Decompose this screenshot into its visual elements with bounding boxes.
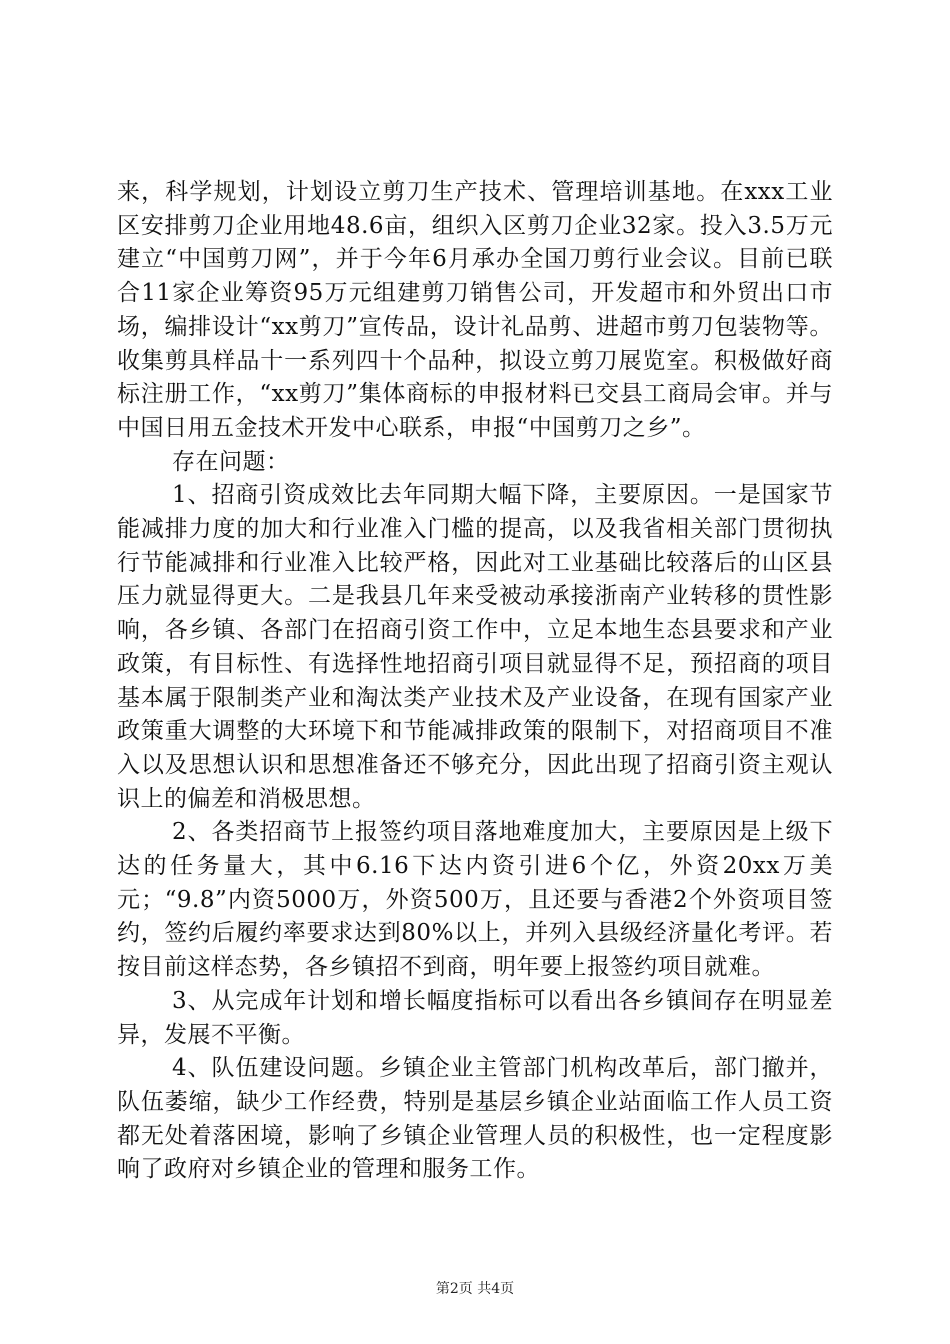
paragraph-problems-heading: 存在问题： (172, 448, 290, 475)
page-number-footer: 第2页 共4页 (435, 1281, 515, 1297)
paragraph-intro: 来，科学规划，计划设立剪刀生产技术、管理培训基地。在xxx工业区安排剪刀企业用地48.6亩，组织入区剪刀企业32家。投入3.5万元建立“中国剪刀网”，并于今年6月承办全国刀剪行业会议。目前已联合11家企业筹资95万元组建剪刀销售公司，开发超市和外贸出口市场，编排设计“xx剪刀”宣传品，设计礼品剪、进超市剪刀包装物等。收集剪具样品十一系列四十个品种，拟设立剪刀展览室。积极做好商标注册工作，“xx剪刀”集体商标的申报材料已交县工商局会审。并与中国日用五金技术开发中心联系，申报“中国剪刀之乡”。 (117, 179, 833, 441)
paragraph-problem-2: 2、各类招商节上报签约项目落地难度加大，主要原因是上级下达的任务量大，其中6.16下达内资引进6个亿，外资20xx万美元；“9.8”内资5000万，外资500万，且还要与香港2个外资项目签约，签约后履约率要求达到80%以上，并列入县级经济量化考评。若按目前这样态势，各乡镇招不到商，明年要上报签约项目就难。 (117, 819, 833, 981)
document-body (117, 176, 833, 1187)
paragraph-problem-4: 4、队伍建设问题。乡镇企业主管部门机构改革后，部门撤并，队伍萎缩，缺少工作经费，特别是基层乡镇企业站面临工作人员工资都无处着落困境，影响了乡镇企业管理人员的积极性，也一定程度影响了政府对乡镇企业的管理和服务工作。 (117, 1055, 833, 1183)
paragraph-problem-1: 1、招商引资成效比去年同期大幅下降，主要原因。一是国家节能减排力度的加大和行业准入门槛的提高，以及我省相关部门贯彻执行节能减排和行业准入比较严格，因此对工业基础比较落后的山区县压力就显得更大。二是我县几年来受被动承接浙南产业转移的贯性影响，各乡镇、各部门在招商引资工作中，立足本地生态县要求和产业政策，有目标性、有选择性地招商引项目就显得不足，预招商的项目基本属于限制类产业和淘汰类产业技术及产业设备，在现有国家产业政策重大调整的大环境下和节能减排政策的限制下，对招商项目不准入以及思想认识和思想准备还不够充分，因此出现了招商引资主观认识上的偏差和消极思想。 (117, 482, 833, 812)
paragraph-problem-3: 3、从完成年计划和增长幅度指标可以看出各乡镇间存在明显差异，发展不平衡。 (117, 987, 833, 1048)
